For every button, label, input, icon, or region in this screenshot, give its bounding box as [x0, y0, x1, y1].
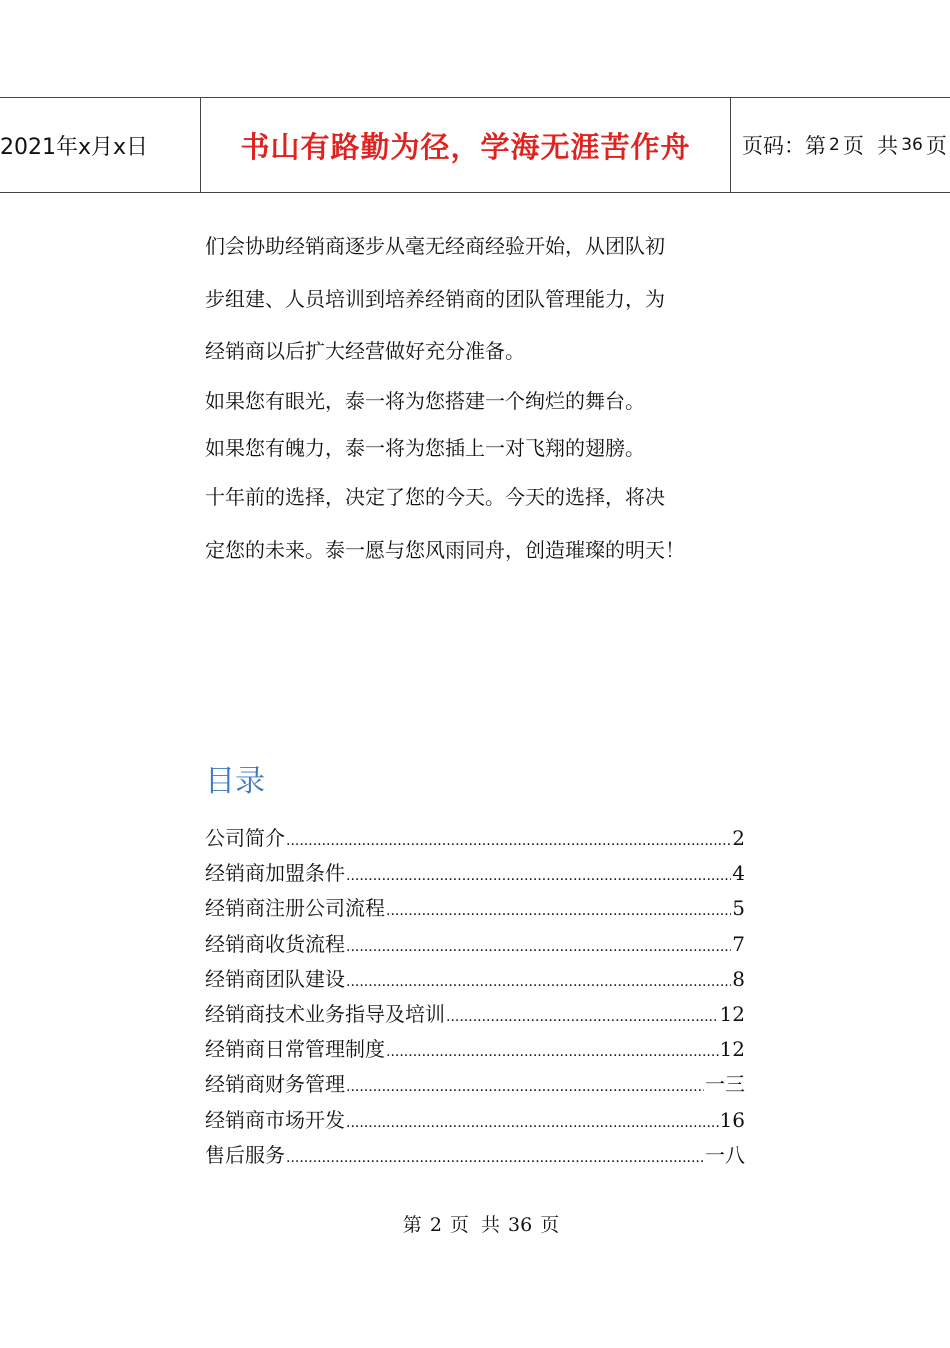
toc-dot-leader: [386, 894, 731, 929]
page-header: [0, 97, 950, 193]
page-footer: [0, 1210, 950, 1237]
toc-entry-page: 12: [719, 1001, 745, 1026]
toc-entry[interactable]: [205, 1138, 745, 1173]
footer-page-total: 36: [508, 1214, 533, 1236]
toc-entry-page: 一八: [705, 1142, 745, 1167]
toc-entry-label: 经销商加盟条件: [205, 861, 345, 886]
toc-entry[interactable]: [205, 821, 745, 856]
toc-title: 目录: [205, 764, 265, 799]
toc-entry-page: 4: [732, 861, 745, 886]
footer-page-current: 2: [429, 1214, 442, 1236]
body-paragraph-line: 十年前的选择，决定了您的今天。今天的选择，将决: [205, 485, 665, 509]
toc-entry[interactable]: [205, 1032, 745, 1067]
toc-entry-page: 5: [732, 896, 745, 921]
toc-entry-page: 一三: [705, 1072, 745, 1097]
header-page-prefix: 页码：第: [742, 134, 826, 158]
toc-entry-label: 经销商注册公司流程: [205, 896, 385, 921]
toc-dot-leader: [346, 1070, 704, 1105]
toc-entry-page: 2: [732, 826, 745, 850]
toc-entry[interactable]: [205, 856, 745, 891]
body-paragraph-line: 步组建、人员培训到培养经销商的团队管理能力，为: [205, 287, 665, 311]
toc-entry[interactable]: [205, 927, 745, 962]
toc-entry-label: 售后服务: [205, 1142, 285, 1167]
header-page-total: 36: [901, 135, 923, 155]
toc-dot-leader: [346, 859, 731, 894]
toc-dot-leader: [346, 930, 731, 965]
header-page-suffix: 页: [925, 134, 947, 158]
toc-entry-page: 8: [732, 966, 745, 991]
body-paragraph-line: 定您的未来。泰一愿与您风雨同舟，创造璀璨的明天！: [205, 538, 685, 562]
toc-entry-page: 12: [719, 1037, 745, 1062]
toc-dot-leader: [286, 824, 731, 859]
body-paragraph-line: 们会协助经销商逐步从毫无经商经验开始，从团队初: [205, 234, 665, 258]
table-of-contents: [205, 821, 745, 1173]
toc-dot-leader: [386, 1035, 719, 1070]
toc-dot-leader: [446, 1000, 719, 1035]
header-date: 2021年x月x日: [0, 134, 149, 160]
toc-dot-leader: [346, 1106, 719, 1141]
footer-mid: 页 共: [449, 1214, 500, 1236]
toc-entry-label: 公司简介: [205, 826, 285, 850]
body-paragraph-line: 经销商以后扩大经营做好充分准备。: [205, 339, 525, 363]
toc-entry[interactable]: [205, 962, 745, 997]
toc-entry-label: 经销商技术业务指导及培训: [205, 1001, 445, 1026]
toc-entry-label: 经销商日常管理制度: [205, 1037, 385, 1062]
toc-entry[interactable]: [205, 1103, 745, 1138]
footer-suffix: 页: [540, 1214, 560, 1236]
toc-entry[interactable]: [205, 891, 745, 926]
header-page-number: [742, 98, 950, 192]
toc-entry-page: 7: [732, 931, 745, 956]
toc-entry-label: 经销商收货流程: [205, 931, 345, 956]
header-page-current: 2: [829, 135, 840, 155]
header-divider: [730, 98, 731, 192]
header-motto: 书山有路勤为径，学海无涯苦作舟: [240, 129, 691, 164]
toc-entry-label: 经销商团队建设: [205, 966, 345, 991]
toc-entry-label: 经销商市场开发: [205, 1107, 345, 1132]
toc-dot-leader: [286, 1141, 704, 1176]
toc-entry-label: 经销商财务管理: [205, 1072, 345, 1097]
toc-dot-leader: [346, 965, 731, 1000]
toc-entry[interactable]: [205, 1067, 745, 1102]
header-page-mid: 页 共: [842, 134, 899, 158]
footer-prefix: 第: [402, 1214, 422, 1236]
toc-entry-page: 16: [719, 1107, 745, 1132]
toc-entry[interactable]: [205, 997, 745, 1032]
body-paragraph-line: 如果您有眼光，泰一将为您搭建一个绚烂的舞台。: [205, 389, 645, 413]
body-paragraph-line: 如果您有魄力，泰一将为您插上一对飞翔的翅膀。: [205, 436, 645, 460]
